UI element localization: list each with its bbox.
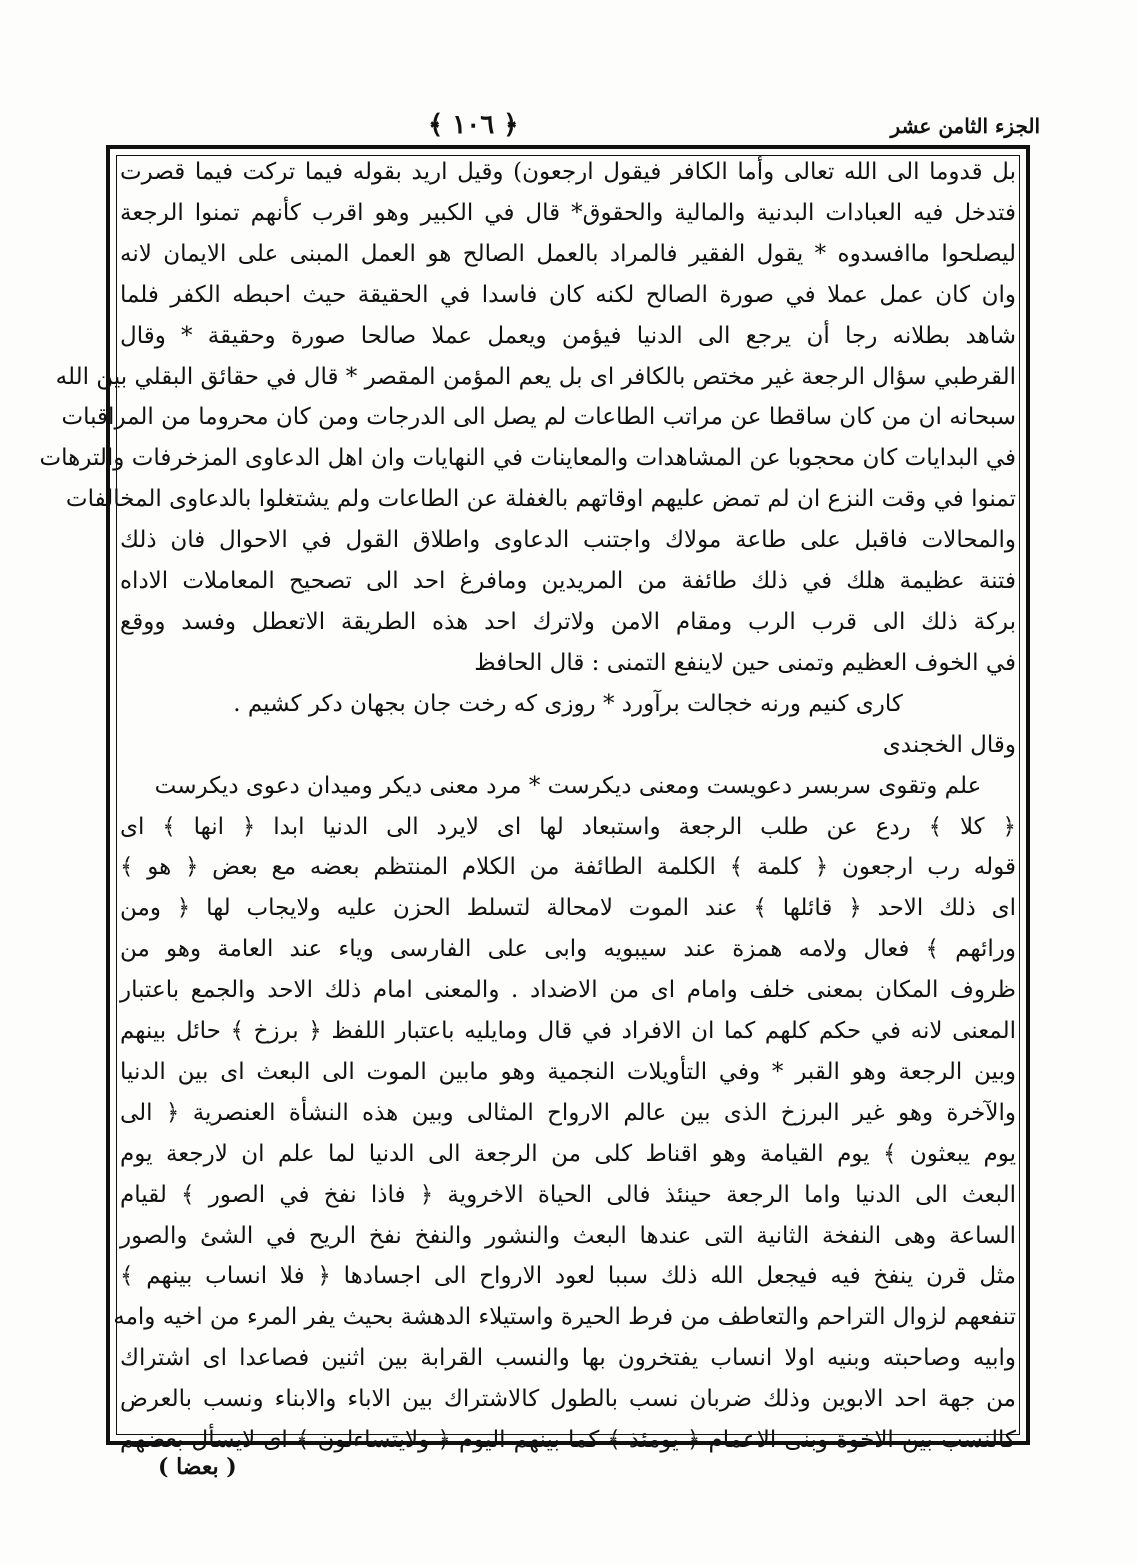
text-line: وان كان عمل عملا في صورة الصالح لكنه كان فاسدا في الحقيقة حيث احبطه الكفر فلما [120, 281, 1016, 308]
text-line: بركة ذلك الى قرب الرب ومقام الامن ولاترك احد هذه الطريقة الاتعطل وفسد ووقع [120, 608, 1016, 635]
catchword: ( بعضا ) [158, 1454, 237, 1480]
text-line: شاهد بطلانه رجا أن يرجع الى الدنيا فيؤمن ويعمل عملا صالحا صورة وحقيقة * وقال [120, 322, 1016, 349]
text-line: وبين الرجعة وهو القبر * وفي التأويلات النجمية وهو مابين الموت الى البعث اى بين الدنيا [120, 1058, 1016, 1085]
text-line: سبحانه ان من كان ساقطا عن مراتب الطاعات لم يصل الى الدرجات ومن كان محروما من المراقبات [61, 404, 1016, 431]
body-text [39, 152, 1016, 1454]
text-line: المعنى لانه في حكم كلهم كما ان الافراد في قال ومايليه باعتبار اللفظ ﴿ برزخ ﴾ حائل بينهم [120, 1018, 1016, 1045]
text-line: فتنة عظيمة هلك في ذلك طائفة من المريدين ومافرغ احد الى تصحيح المعاملات الاداه [120, 568, 1016, 595]
text-line: والمحالات فاقبل على طاعة مولاك واجتنب الدعاوى واطلاق القول في الاحوال فان ذلك [120, 527, 1016, 554]
page-number: ﴾ ١٠٦ ﴿ [428, 110, 519, 140]
text-line: في البدايات كان محجوبا عن المشاهدات والمعاينات في النهايات وان اهل الدعاوى المزخرفات والترهات [39, 445, 1016, 472]
text-line: كالنسب بين الاخوة وبنى الاعمام ﴿ يومئذ ﴾ كما بينهم اليوم ﴿ ولايتساءلون ﴾ اى لايسأل بعضهم [120, 1427, 1016, 1454]
text-line: الساعة وهى النفخة الثانية التى عندها البعث والنشور والنفخ نفخ الريح في الشئ والصور [120, 1222, 1016, 1249]
text-line: ليصلحوا ماافسدوه * يقول الفقير فالمراد بالعمل الصالح هو العمل المبنى على الايمان لانه [120, 240, 1016, 267]
text-line: القرطبي سؤال الرجعة غير مختص بالكافر اى بل يعم المؤمن المقصر * قال في حقائق البقلي بين الله [55, 363, 1016, 390]
text-line: ظروف المكان بمعنى خلف وامام اى من الاضداد . والمعنى امام ذلك الاحد والجمع باعتبار [120, 977, 1016, 1004]
text-line: فتدخل فيه العبادات البدنية والمالية والحقوق* قال في الكبير وهو اقرب كأنهم تمنوا الرجعة [120, 199, 1016, 226]
text-line: تمنوا في وقت النزع ان لم تمض عليهم اوقاتهم بالغفلة عن الطاعات ولم يشتغلوا بالدعاوى المخالفات [65, 486, 1016, 513]
page-header [110, 110, 1040, 150]
text-line: في الخوف العظيم وتمنى حين لاينفع التمنى : قال الحافظ [474, 649, 1016, 676]
verse-line: كارى كنيم ورنه خجالت برآورد * روزى كه رخت جان بجهان دكر كشيم . [233, 690, 903, 717]
text-line: وابيه وصاحبته وبنيه اولا انساب يفتخرون بها والنسب القرابة بين اثنين فصاعدا اى اشتراك [120, 1345, 1016, 1372]
text-line: والآخرة وهو غير البرزخ الذى بين عالم الارواح المثالى وبين هذه النشأة العنصرية ﴿ الى [120, 1099, 1016, 1126]
text-line: اى ذلك الاحد ﴿ قائلها ﴾ عند الموت لامحالة لتسلط الحزن عليه ولايجاب لها ﴿ ومن [120, 895, 1016, 922]
part-label: الجزء الثامن عشر [890, 114, 1040, 138]
text-line: مثل قرن ينفخ فيه فيجعل الله ذلك سببا لعود الارواح الى اجسادها ﴿ فلا انساب بينهم ﴾ [120, 1263, 1016, 1290]
text-line: من جهة احد الابوين وذلك ضربان نسب بالطول كالاشتراك بين الاباء والابناء ونسب بالعرض [120, 1386, 1016, 1413]
text-line: قوله رب ارجعون ﴿ كلمة ﴾ الكلمة الطائفة من الكلام المنتظم بعضه مع بعض ﴿ هو ﴾ [120, 854, 1016, 881]
text-line: ﴿ كلا ﴾ ردع عن طلب الرجعة واستبعاد لها اى لايرد الى الدنيا ابدا ﴿ انها ﴾ اى [120, 813, 1016, 840]
text-line: البعث الى الدنيا واما الرجعة حينئذ فالى الحياة الاخروية ﴿ فاذا نفخ في الصور ﴾ لقيام [120, 1181, 1016, 1208]
text-line: ورائهم ﴾ فعال ولامه همزة عند سيبويه وابى على الفارسى وياء عند العامة وهو من [120, 936, 1016, 963]
text-line: بل قدوما الى الله تعالى وأما الكافر فيقول ارجعون) وقيل اريد بقوله فيما تركت فيما قصرت [120, 159, 1016, 185]
verse-line: علم وتقوى سربسر دعويست ومعنى ديكرست * مرد معنى ديكر وميدان دعوى ديكرست [154, 772, 982, 799]
text-line: يوم يبعثون ﴾ يوم القيامة وهو اقناط كلى من الرجعة الى الدنيا لما علم ان لارجعة يوم [120, 1140, 1016, 1167]
text-line: تنفعهم لزوال التراحم والتعاطف من فرط الحيرة واستيلاء الدهشة بحيث يفر المرء من اخيه وامه [113, 1304, 1016, 1331]
text-line: وقال الخجندى [882, 731, 1016, 758]
